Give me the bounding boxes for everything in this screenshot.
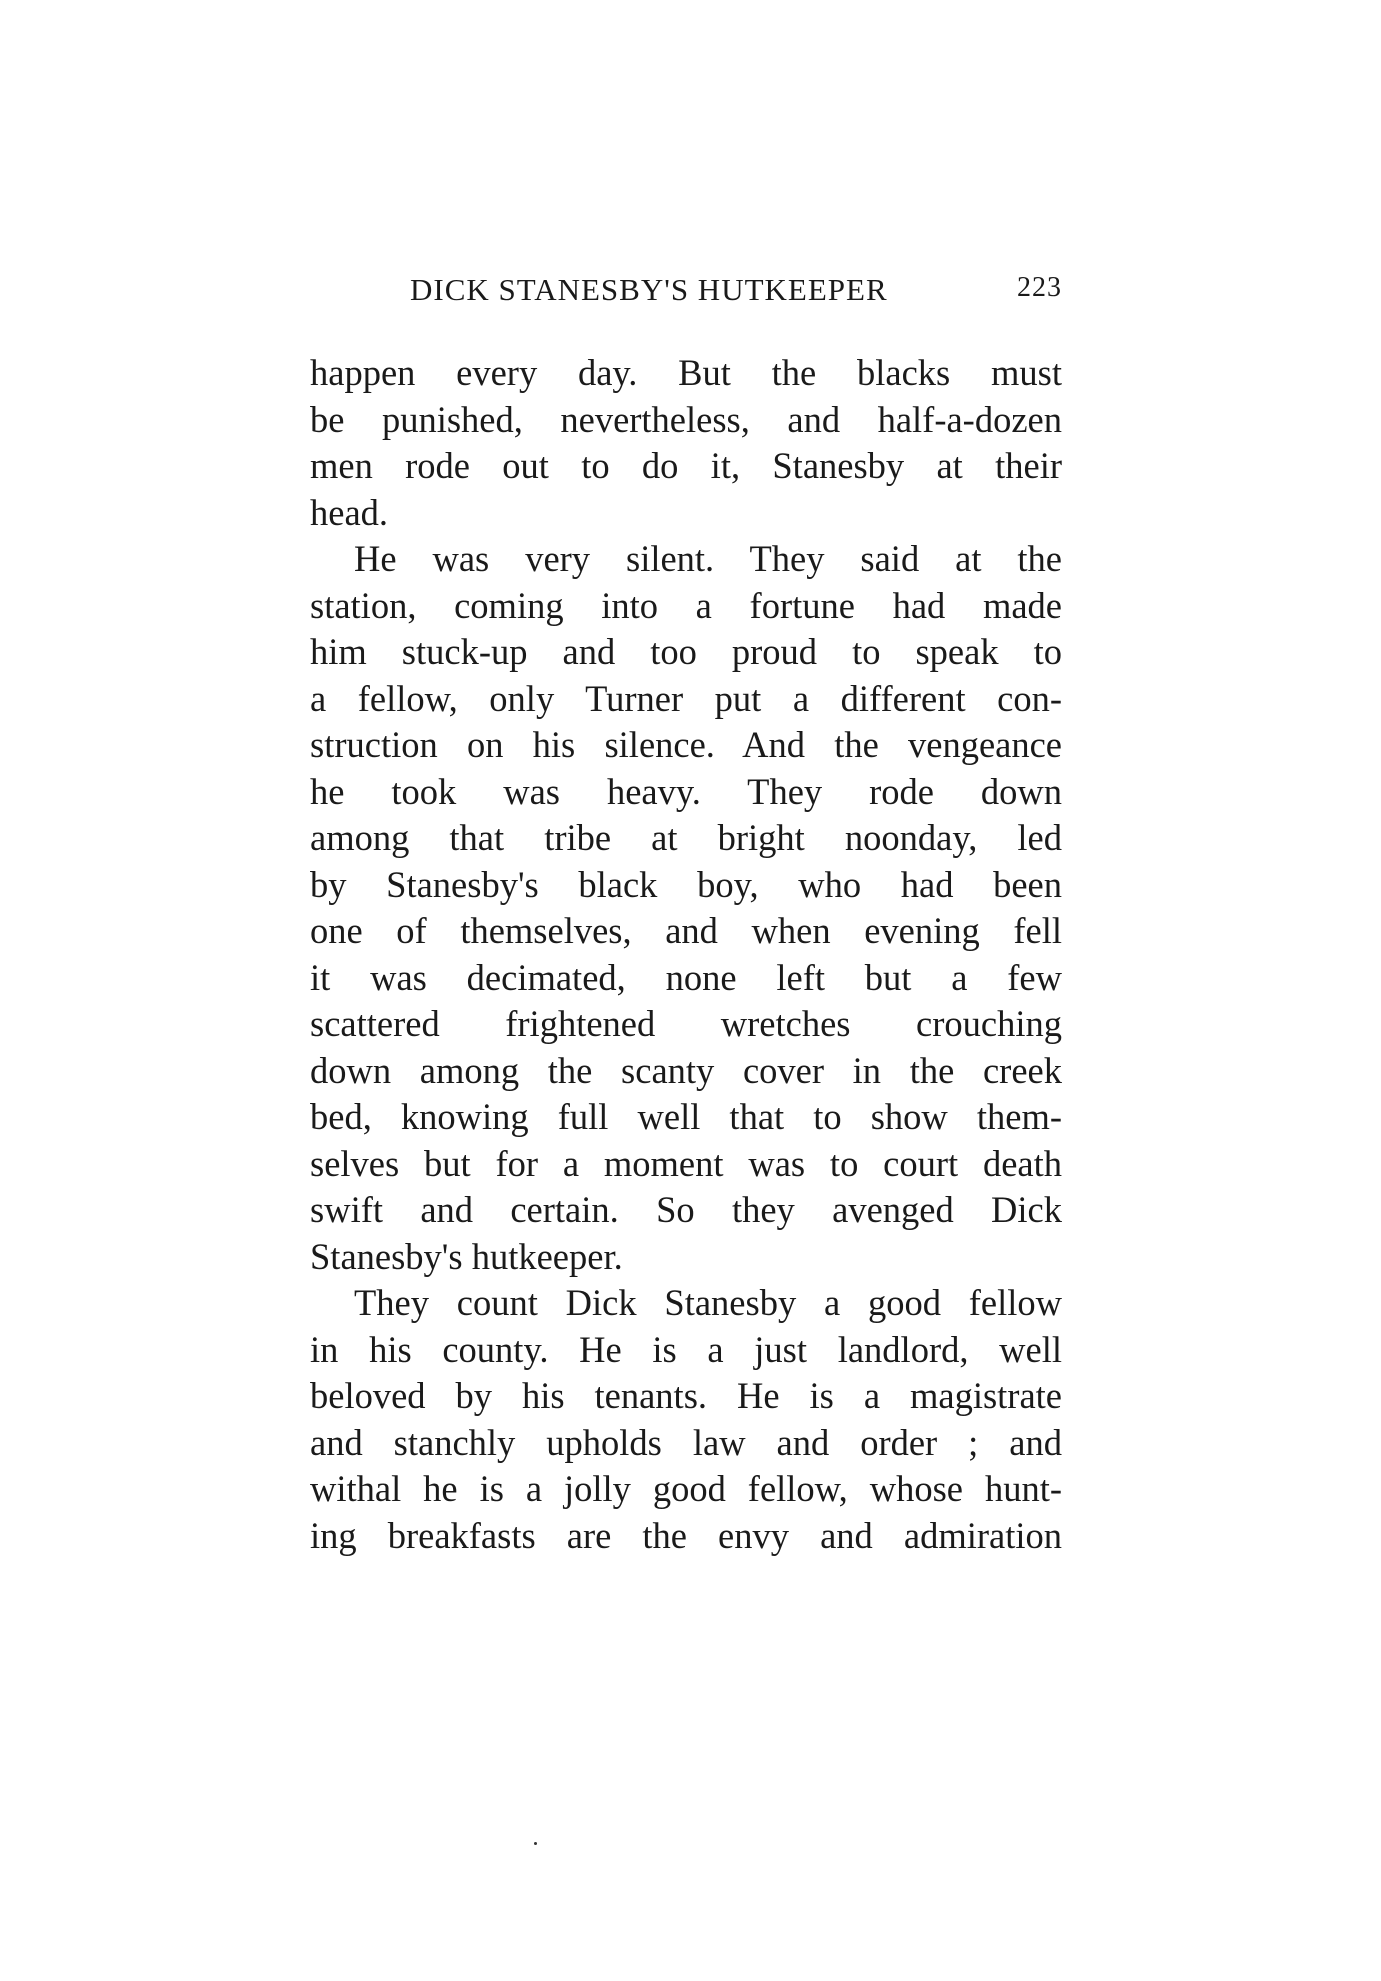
paragraph-3 — [310, 1280, 1062, 1559]
body-text — [310, 350, 1062, 1559]
text-line: he took was heavy. They rode down — [310, 770, 1062, 812]
text-line: Stanesby's hutkeeper. — [310, 1235, 623, 1277]
text-line: scattered frightened wretches crouching — [310, 1003, 1062, 1044]
page-number: 223 — [1017, 272, 1062, 303]
paragraph-2 — [310, 536, 1062, 1280]
text-line: happen every day. But the blacks must — [310, 352, 1062, 393]
text-line: struction on his silence. And the vengeance — [310, 724, 1062, 765]
text-line: station, coming into a fortune had made — [310, 584, 1062, 626]
text-line: him stuck-up and too proud to speak to — [310, 631, 1062, 672]
text-line: withal he is a jolly good fellow, whose hunt- — [310, 1468, 1062, 1509]
text-line: selves but for a moment was to court death — [310, 1142, 1062, 1184]
text-line: be punished, nevertheless, and half-a-dozen — [310, 398, 1062, 440]
text-line: a fellow, only Turner put a different con- — [310, 677, 1062, 719]
text-line: down among the scanty cover in the creek — [310, 1049, 1062, 1091]
text-line: in his county. He is a just landlord, well — [310, 1328, 1062, 1370]
text-line: bed, knowing full well that to show them- — [310, 1096, 1062, 1137]
text-line: ing breakfasts are the envy and admiration — [310, 1514, 1062, 1556]
running-head-title: DICK STANESBY'S HUTKEEPER — [410, 272, 888, 307]
text-line: men rode out to do it, Stanesby at their — [310, 445, 1062, 486]
text-line: among that tribe at bright noonday, led — [310, 817, 1062, 858]
text-line: They count Dick Stanesby a good fellow — [354, 1282, 1062, 1323]
text-line: He was very silent. They said at the — [354, 538, 1062, 579]
text-line: one of themselves, and when evening fell — [310, 910, 1062, 951]
running-head — [310, 272, 1062, 312]
text-line: and stanchly upholds law and order ; and — [310, 1421, 1062, 1463]
text-line: head. — [310, 491, 389, 533]
paragraph-1 — [310, 350, 1062, 536]
text-line: by Stanesby's black boy, who had been — [310, 863, 1062, 905]
text-line: beloved by his tenants. He is a magistrate — [310, 1375, 1062, 1416]
text-line: it was decimated, none left but a few — [310, 956, 1062, 998]
ink-speck — [534, 1842, 537, 1845]
text-line: swift and certain. So they avenged Dick — [310, 1189, 1062, 1230]
